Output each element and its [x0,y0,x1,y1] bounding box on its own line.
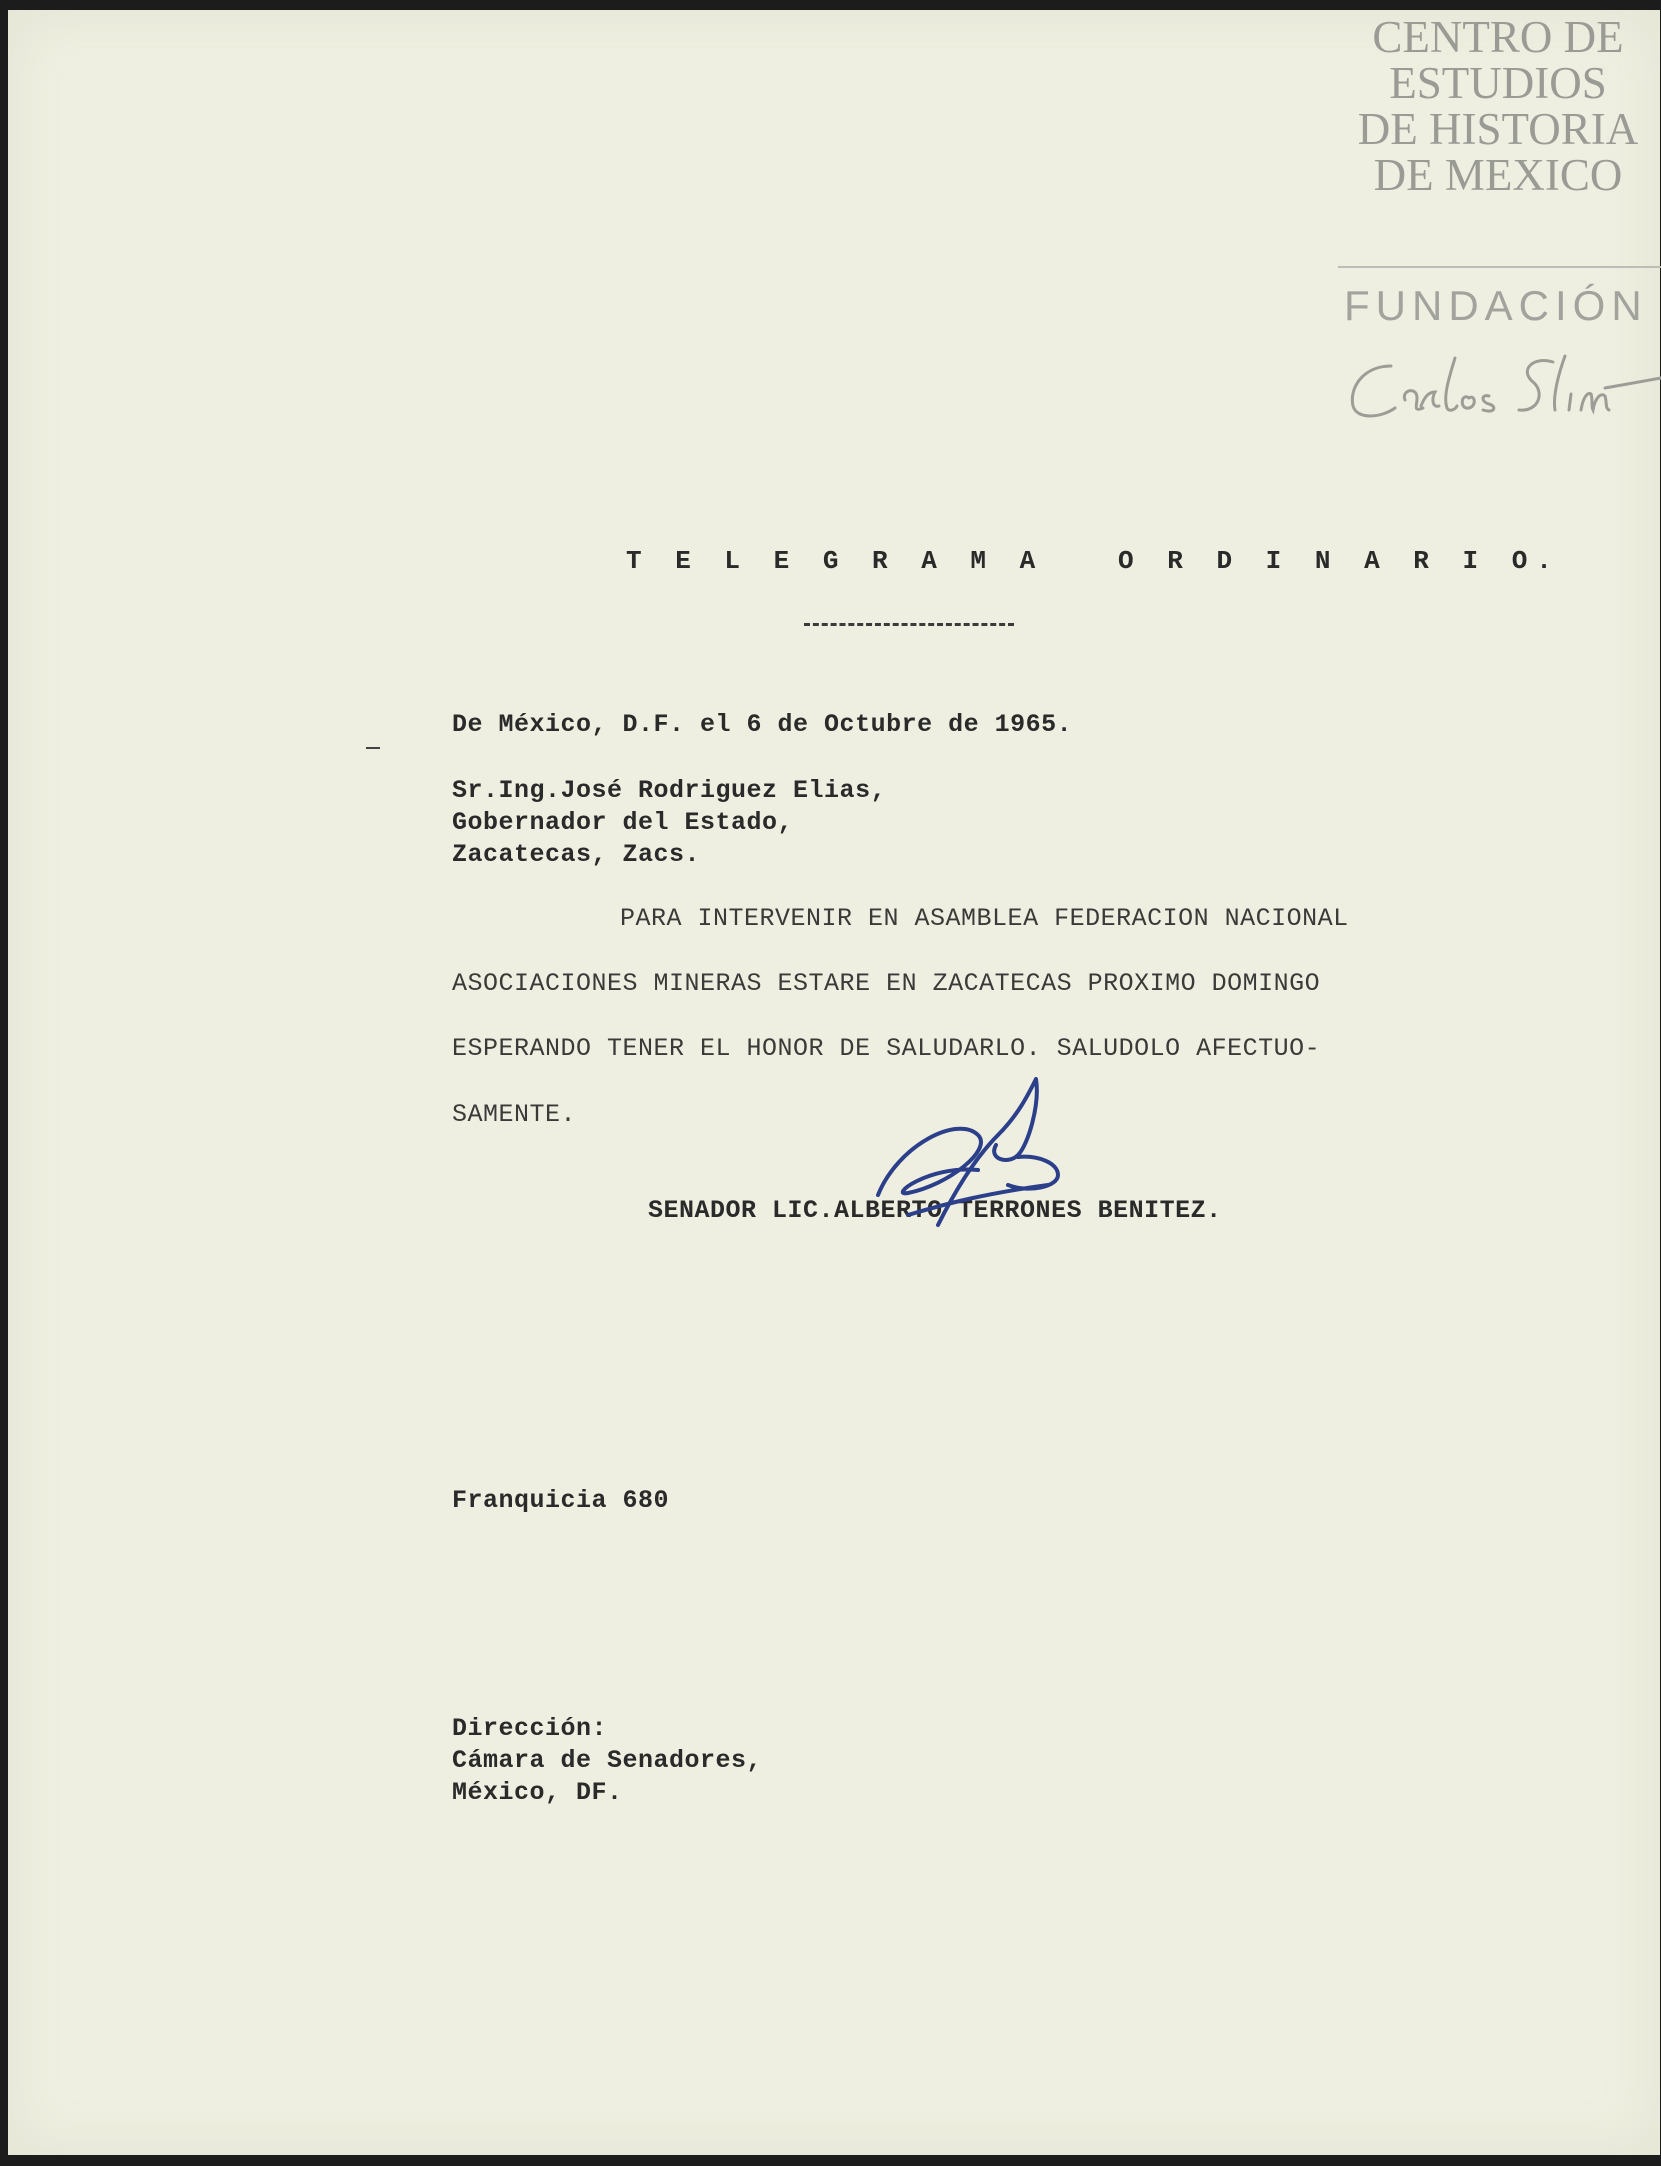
handwritten-signature [868,1075,1078,1245]
address-line: México, DF. [452,1778,623,1807]
margin-mark [366,747,380,749]
document-page [8,10,1660,2155]
recipient-name: Sr.Ing.José Rodriguez Elias, [452,776,887,805]
watermark-signature-logo [1343,348,1661,428]
watermark-divider [1338,266,1661,268]
watermark-foundation: FUNDACIÓN [1344,282,1648,329]
telegram-title: T E L E G R A M A O R D I N A R I O. [626,546,1561,576]
message-line: SAMENTE. [452,1100,577,1129]
message-line: ESPERANDO TENER EL HONOR DE SALUDARLO. SALUDOLO AFECTUO- [452,1034,1321,1063]
franchise-number: Franquicia 680 [452,1486,670,1515]
watermark-line: DE MEXICO [1373,150,1623,200]
date-line: De México, D.F. el 6 de Octubre de 1965. [452,710,1073,739]
address-line: Cámara de Senadores, [452,1746,763,1775]
watermark-line: DE HISTORIA [1357,104,1639,154]
recipient-position: Gobernador del Estado, [452,808,794,837]
watermark-line: ESTUDIOS [1389,58,1607,108]
address-label: Dirección: [452,1714,608,1743]
watermark-line: CENTRO DE [1372,12,1624,62]
watermark-institution [1328,14,1661,198]
sender-line: SENADOR LIC.ALBERTO TERRONES BENITEZ. [648,1196,1222,1225]
recipient-place: Zacatecas, Zacs. [452,840,701,869]
title-underline [804,623,1014,626]
message-line: ASOCIACIONES MINERAS ESTARE EN ZACATECAS PROXIMO DOMINGO [452,969,1321,998]
message-line: PARA INTERVENIR EN ASAMBLEA FEDERACION NACIONAL [620,904,1349,933]
